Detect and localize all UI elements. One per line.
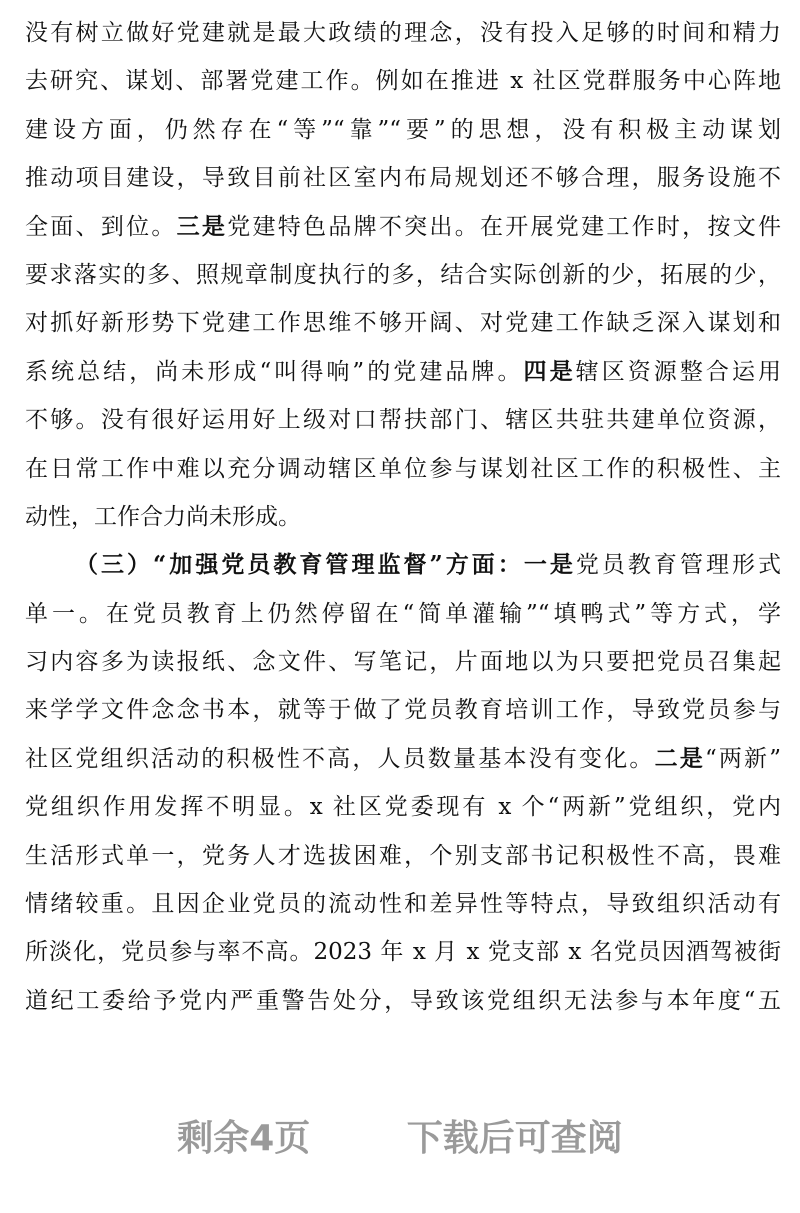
text-line bbox=[25, 638, 781, 686]
text-line bbox=[25, 832, 781, 880]
text-segment: 建设方面，仍然存在“等”“靠”“要”的思想，没有积极主动谋划 bbox=[25, 116, 781, 143]
text-line bbox=[25, 9, 781, 57]
bold-text-segment: 二是 bbox=[654, 744, 705, 772]
text-line bbox=[25, 493, 781, 541]
text-segment: 辖区资源整合运用 bbox=[575, 358, 781, 385]
text-line bbox=[25, 445, 781, 493]
text-line bbox=[25, 686, 781, 734]
download-to-view-text[interactable]: 下载后可查阅 bbox=[406, 1118, 623, 1159]
text-line bbox=[25, 590, 781, 638]
text-segment: 没有树立做好党建就是最大政绩的理念，没有投入足够的时间和精力 bbox=[25, 20, 781, 46]
text-line bbox=[25, 928, 781, 976]
text-segment: 生活形式单一，党务人才选拔困难，个别支部书记积极性不高，畏难 bbox=[25, 842, 781, 869]
text-line bbox=[25, 783, 781, 831]
document-body bbox=[25, 9, 781, 1025]
text-segment: 全面、到位。 bbox=[25, 213, 177, 240]
text-line bbox=[25, 541, 781, 589]
text-line bbox=[25, 880, 781, 928]
text-segment: 所淡化，党员参与率不高。2023 年 x 月 x 党支部 x 名党员因酒驾被街 bbox=[25, 939, 781, 966]
text-line bbox=[25, 154, 781, 202]
download-prompt[interactable] bbox=[0, 1110, 800, 1161]
text-line bbox=[25, 735, 781, 783]
text-segment: 在日常工作中难以充分调动辖区单位参与谋划社区工作的积极性、主 bbox=[25, 455, 781, 482]
text-segment: 要求落实的多、照规章制度执行的多，结合实际创新的少，拓展的少， bbox=[25, 261, 781, 288]
text-segment: 动性，工作合力尚未形成。 bbox=[25, 503, 301, 530]
text-line bbox=[25, 348, 781, 396]
text-segment: 党员教育管理形式 bbox=[575, 552, 781, 579]
text-segment: 社区党组织活动的积极性不高，人员数量基本没有变化。 bbox=[25, 745, 655, 772]
text-line bbox=[25, 299, 781, 347]
text-segment: 推动项目建设，导致目前社区室内布局规划还不够合理，服务设施不 bbox=[25, 165, 781, 192]
bold-text-segment: 四是 bbox=[523, 357, 576, 385]
text-segment: 来学学文件念念书本，就等于做了党员教育培训工作，导致党员参与 bbox=[25, 697, 781, 724]
text-segment: 系统总结，尚未形成“叫得响”的党建品牌。 bbox=[25, 358, 524, 385]
text-line bbox=[25, 977, 781, 1025]
remaining-pages-text: 剩余4页 bbox=[177, 1118, 311, 1159]
text-line bbox=[25, 203, 781, 251]
bold-text-segment: （三）“加强党员教育管理监督”方面：一是 bbox=[75, 551, 576, 579]
text-segment: 不够。没有很好运用好上级对口帮扶部门、辖区共驻共建单位资源， bbox=[25, 407, 781, 434]
text-segment: 习内容多为读报纸、念文件、写笔记，片面地以为只要把党员召集起 bbox=[25, 649, 781, 676]
text-line bbox=[25, 106, 781, 154]
text-line bbox=[25, 251, 781, 299]
text-segment: 情绪较重。且因企业党员的流动性和差异性等特点，导致组织活动有 bbox=[25, 891, 781, 918]
text-segment: 去研究、谋划、部署党建工作。例如在推进 x 社区党群服务中心阵地 bbox=[25, 68, 781, 95]
text-segment: “两新” bbox=[704, 745, 782, 772]
text-segment: 党组织作用发挥不明显。x 社区党委现有 x 个“两新”党组织，党内 bbox=[25, 794, 781, 821]
text-segment: 对抓好新形势下党建工作思维不够开阔、对党建工作缺乏深入谋划和 bbox=[25, 310, 781, 337]
text-line bbox=[25, 57, 781, 105]
text-segment: 道纪工委给予党内严重警告处分，导致该党组织无法参与本年度“五 bbox=[25, 987, 781, 1014]
text-line bbox=[25, 396, 781, 444]
bold-text-segment: 三是 bbox=[176, 212, 228, 240]
text-segment: 单一。在党员教育上仍然停留在“简单灌输”“填鸭式”等方式，学 bbox=[25, 600, 781, 627]
text-segment: 党建特色品牌不突出。在开展党建工作时，按文件 bbox=[227, 213, 782, 240]
